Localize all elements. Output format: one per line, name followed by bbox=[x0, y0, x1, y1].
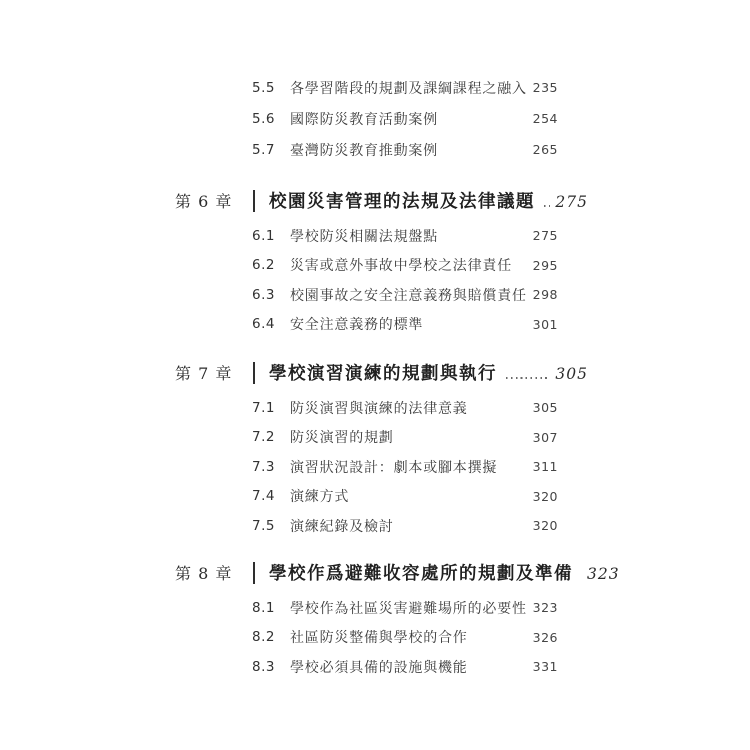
toc-entry bbox=[252, 593, 588, 623]
toc-entry bbox=[252, 652, 588, 682]
section-number: 6.4 bbox=[252, 316, 275, 333]
section-page-number: 320 bbox=[532, 518, 558, 534]
toc-entry bbox=[252, 103, 588, 134]
chapter-page-number: 305 bbox=[555, 364, 588, 383]
section-title: 學校必須具備的設施與機能 bbox=[290, 659, 468, 676]
chapter-divider-bar bbox=[253, 562, 255, 584]
chapter-divider-bar bbox=[253, 190, 255, 212]
section-page-number: 323 bbox=[532, 600, 558, 616]
section-number: 5.6 bbox=[252, 110, 275, 127]
dot-leader bbox=[506, 377, 550, 379]
section-page-number: 295 bbox=[532, 257, 558, 273]
section-title: 臺灣防災教育推動案例 bbox=[290, 142, 438, 159]
chapter-divider-bar bbox=[253, 362, 255, 384]
section-page-number: 305 bbox=[532, 400, 558, 416]
toc-entry bbox=[252, 280, 588, 310]
section-number: 6.1 bbox=[252, 227, 275, 244]
toc-entry bbox=[252, 310, 588, 340]
section-title: 防災演習的規劃 bbox=[290, 430, 394, 447]
chapter8-group bbox=[175, 557, 620, 682]
chapter-label: 第 6 章 bbox=[175, 192, 233, 211]
toc-entry bbox=[252, 623, 588, 653]
section-title: 國際防災教育活動案例 bbox=[290, 111, 438, 128]
dot-leader bbox=[544, 205, 550, 207]
section-page-number: 320 bbox=[532, 488, 558, 504]
section-page-number: 307 bbox=[532, 429, 558, 445]
section-page-number: 331 bbox=[532, 659, 558, 675]
section-page-number: 265 bbox=[532, 142, 558, 157]
section-number: 7.3 bbox=[252, 458, 275, 475]
section-title: 校園事故之安全注意義務與賠償責任 bbox=[290, 287, 527, 304]
section-number: 7.5 bbox=[252, 517, 275, 534]
section-title: 災害或意外事故中學校之法律責任 bbox=[290, 258, 512, 275]
chapter-title: 校園災害管理的法規及法律議題 bbox=[269, 192, 535, 212]
section-number: 8.2 bbox=[252, 629, 275, 646]
section-number: 6.3 bbox=[252, 286, 275, 303]
section-number: 8.1 bbox=[252, 599, 275, 616]
section-number: 7.4 bbox=[252, 488, 275, 505]
section-title: 防災演習與演練的法律意義 bbox=[290, 400, 468, 417]
toc-entry bbox=[252, 134, 588, 165]
chapter-label: 第 7 章 bbox=[175, 364, 233, 383]
section-number: 6.2 bbox=[252, 257, 275, 274]
table-of-contents bbox=[175, 0, 620, 750]
section-number: 7.1 bbox=[252, 399, 275, 416]
chapter-heading bbox=[175, 557, 620, 588]
section-number: 8.3 bbox=[252, 658, 275, 675]
chapter7-group bbox=[175, 357, 588, 541]
chapter-title: 學校演習演練的規劃與執行 bbox=[269, 364, 497, 384]
toc-entry bbox=[252, 511, 588, 541]
section-title: 演練紀錄及檢討 bbox=[290, 518, 394, 535]
section-number: 5.7 bbox=[252, 141, 275, 158]
chapter-page-number: 275 bbox=[555, 192, 588, 211]
section-page-number: 298 bbox=[532, 287, 558, 303]
toc-entry bbox=[252, 221, 588, 251]
section-page-number: 301 bbox=[532, 316, 558, 332]
chapter5-sections-group bbox=[175, 72, 588, 165]
chapter-heading bbox=[175, 185, 588, 216]
section-page-number: 326 bbox=[532, 629, 558, 645]
toc-entry bbox=[252, 393, 588, 423]
section-title: 演習狀況設計：劇本或腳本撰擬 bbox=[290, 459, 498, 476]
chapter-page-number: 323 bbox=[587, 564, 620, 583]
toc-entry bbox=[252, 482, 588, 512]
toc-entry bbox=[252, 423, 588, 453]
section-title: 社區防災整備與學校的合作 bbox=[290, 630, 468, 647]
section-page-number: 311 bbox=[532, 459, 558, 475]
section-title: 學校防災相關法規盤點 bbox=[290, 228, 438, 245]
section-page-number: 275 bbox=[532, 228, 558, 244]
toc-entry bbox=[252, 72, 588, 103]
section-page-number: 235 bbox=[532, 80, 558, 95]
section-title: 安全注意義務的標準 bbox=[290, 317, 424, 334]
section-title: 學校作為社區災害避難場所的必要性 bbox=[290, 600, 527, 617]
section-number: 5.5 bbox=[252, 79, 275, 96]
section-title: 演練方式 bbox=[290, 489, 350, 506]
section-title: 各學習階段的規劃及課綱課程之融入 bbox=[290, 80, 527, 97]
toc-entry bbox=[252, 452, 588, 482]
section-number: 7.2 bbox=[252, 429, 275, 446]
chapter6-group bbox=[175, 185, 588, 339]
toc-entry bbox=[252, 251, 588, 281]
chapter-title: 學校作爲避難收容處所的規劃及準備 bbox=[269, 564, 573, 584]
section-page-number: 254 bbox=[532, 111, 558, 126]
chapter-heading bbox=[175, 357, 588, 388]
chapter-label: 第 8 章 bbox=[175, 564, 233, 583]
